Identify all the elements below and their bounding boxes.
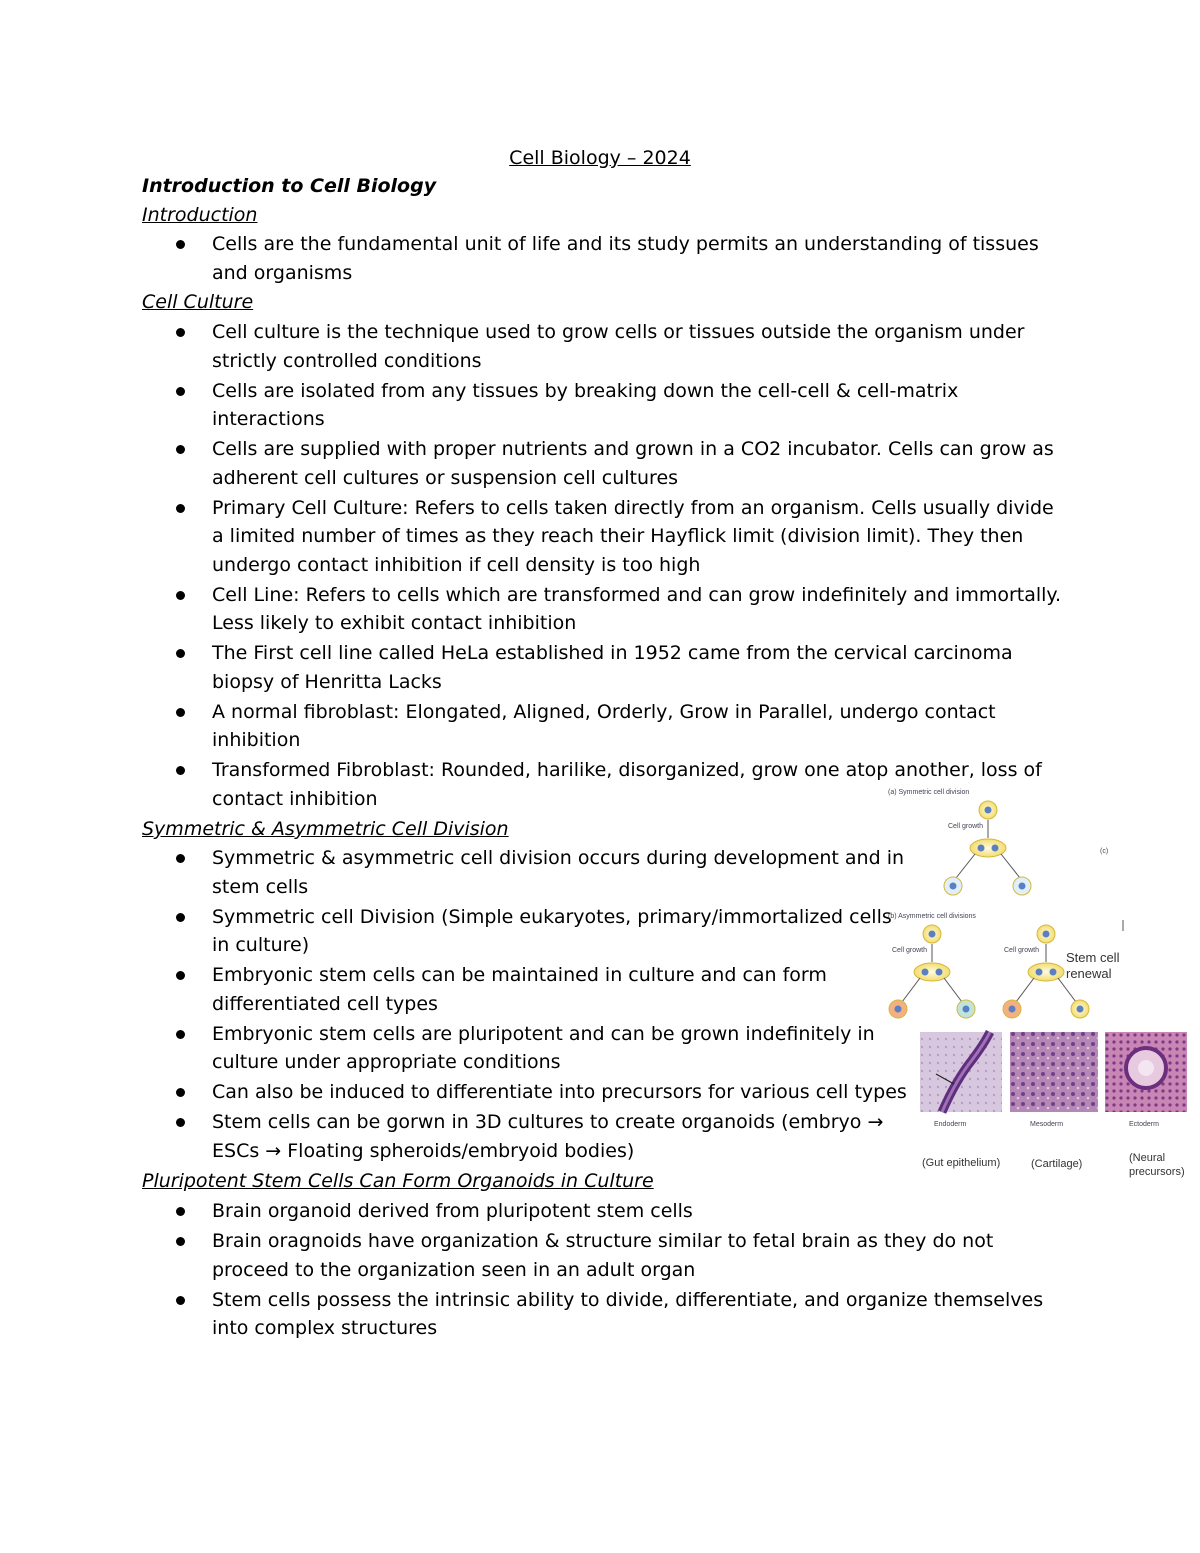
section-heading-introduction: Introduction [142, 204, 258, 226]
stem-cell-renewal-label: renewal [1066, 966, 1112, 981]
cell-culture-bullets [0, 318, 1070, 815]
cell-growth-label: Cell growth [1004, 947, 1040, 954]
cell-division-bullets [0, 844, 910, 1167]
tissue-detail-label: (Neural [1129, 1152, 1166, 1164]
main-heading: Introduction to Cell Biology [142, 175, 437, 197]
list-item: Cell Line: Refers to cells which are transformed and can grow indefinitely and immortally. Less likely to exhibit contact inhibition [0, 581, 1070, 638]
label-asymmetric: (b) Asymmetric cell divisions [888, 913, 976, 920]
list-item: Cells are supplied with proper nutrients and grown in a CO2 incubator. Cells can grow as adherent cell cultures or suspension cell cultures [0, 435, 1070, 492]
list-item: Stem cells can be gorwn in 3D cultures to create organoids (embryo → ESCs → Floating spheroids/embryoid bodies) [0, 1108, 910, 1165]
tissue-name-label: Mesoderm [1030, 1121, 1064, 1128]
tissue-name-label: Ectoderm [1129, 1121, 1159, 1128]
organoids-bullets [0, 1197, 1065, 1344]
list-item: The First cell line called HeLa established in 1952 came from the cervical carcinoma biopsy of Henritta Lacks [0, 639, 1070, 696]
nucleus-icon [985, 807, 992, 814]
cell-growth-label: Cell growth [948, 823, 984, 830]
tissue-name-label: Endoderm [934, 1121, 967, 1128]
list-item: Transformed Fibroblast: Rounded, harilike, disorganized, grow one atop another, loss of contact inhibition [0, 756, 1070, 813]
list-item: Cell culture is the technique used to grow cells or tissues outside the organism under strictly controlled conditions [0, 318, 1070, 375]
document-title: Cell Biology – 2024 [509, 147, 691, 169]
cell-growth-label: Cell growth [892, 947, 928, 954]
label-c: (c) [1100, 848, 1109, 855]
list-item: Cells are isolated from any tissues by breaking down the cell-cell & cell-matrix interactions [0, 377, 1070, 434]
list-item: Stem cells possess the intrinsic ability to divide, differentiate, and organize themselves into complex structures [0, 1286, 1065, 1343]
list-item: A normal fibroblast: Elongated, Aligned, Orderly, Grow in Parallel, undergo contact inhibition [0, 698, 1070, 755]
list-item: Symmetric & asymmetric cell division occurs during development and in stem cells [0, 844, 910, 901]
introduction-bullets [0, 230, 1050, 289]
list-item: Brain oragnoids have organization & structure similar to fetal brain as they do not proceed to the organization seen in an adult organ [0, 1227, 1065, 1284]
tissue-detail-label: precursors) [1129, 1166, 1185, 1178]
tissue-detail-label: (Gut epithelium) [922, 1157, 1001, 1169]
stem-cell-renewal-label: Stem cell [1066, 950, 1120, 965]
list-item: Cells are the fundamental unit of life and its study permits an understanding of tissues and organisms [0, 230, 1050, 287]
dividing-cell-icon [970, 839, 1006, 857]
section-heading-cell-division: Symmetric & Asymmetric Cell Division [142, 818, 509, 840]
list-item: Embryonic stem cells are pluripotent and can be grown indefinitely in culture under appropriate conditions [0, 1020, 910, 1077]
list-item: Primary Cell Culture: Refers to cells taken directly from an organism. Cells usually divide a limited number of times as they reach their Hayflick limit (division limit). They then undergo contact inhibition if cell density is too high [0, 494, 1070, 580]
cell-division-figure [880, 780, 1190, 1180]
list-item: Embryonic stem cells can be maintained in culture and can form differentiated cell types [0, 961, 910, 1018]
list-item: Can also be induced to differentiate into precursors for various cell types [0, 1078, 910, 1107]
list-item: Brain organoid derived from pluripotent stem cells [0, 1197, 1065, 1226]
label-symmetric: (a) Symmetric cell division [888, 789, 970, 796]
mesoderm-micrograph [1010, 1032, 1098, 1112]
tissue-detail-label: (Cartilage) [1031, 1158, 1083, 1170]
cell-division-diagram [880, 780, 1190, 1180]
section-heading-cell-culture: Cell Culture [142, 291, 254, 313]
section-heading-organoids: Pluripotent Stem Cells Can Form Organoids in Culture [142, 1170, 654, 1192]
list-item: Symmetric cell Division (Simple eukaryotes, primary/immortalized cells in culture) [0, 903, 910, 960]
